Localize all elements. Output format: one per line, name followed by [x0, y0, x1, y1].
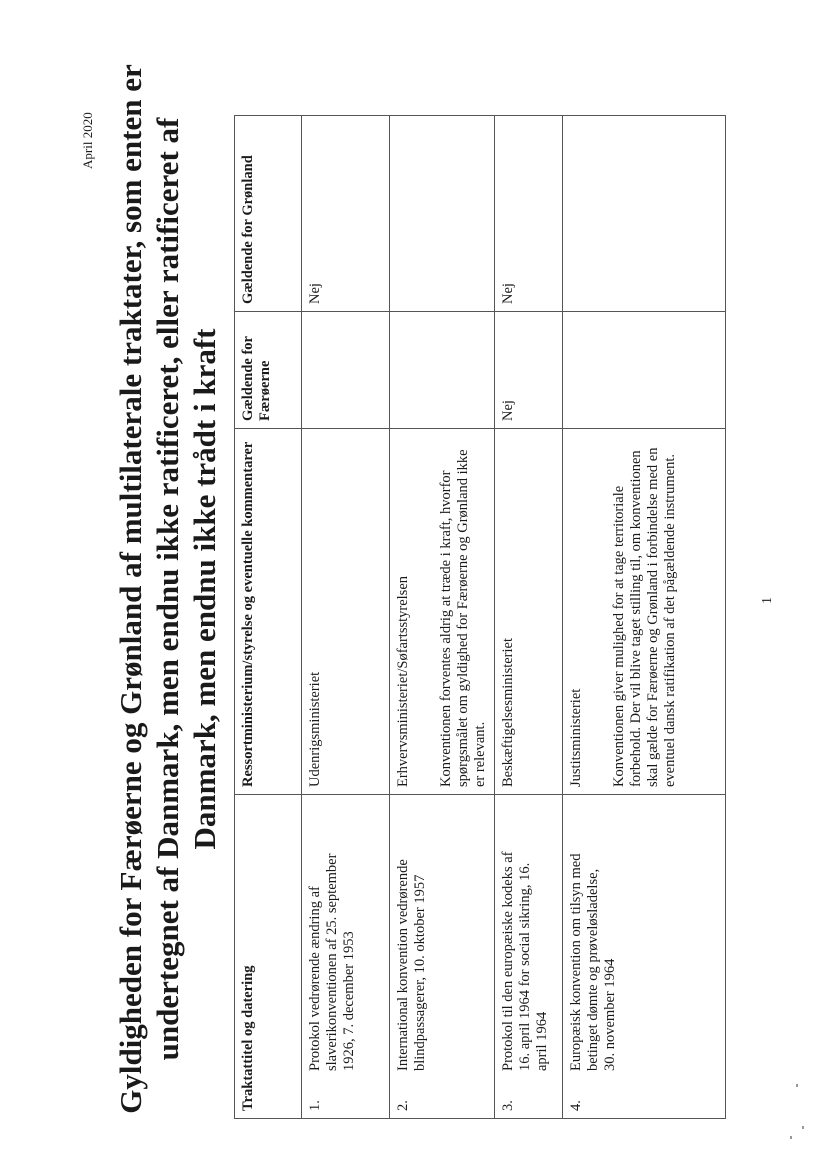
greenland-cell: Nej	[302, 116, 390, 312]
row-number: 3.	[500, 1100, 516, 1111]
ministry-name: Udenrigsministeriet	[307, 671, 323, 787]
ministry-cell	[302, 429, 390, 795]
ministry-name: Erhvervsministeriet/Søfartsstyrelsen	[395, 575, 411, 787]
treaty-title: International konvention vedrørende blindpassagerer, 10. oktober 1957	[395, 859, 428, 1071]
greenland-cell	[563, 116, 726, 312]
table-row	[495, 116, 563, 1119]
ministry-comment: Konventionen forventes aldrig at træde i kraft, hvorfor spørgsmålet om gyldighed for Færøerne og Grønland ikke er relevant.	[438, 449, 488, 787]
treaty-table	[234, 115, 726, 1119]
greenland-cell	[390, 116, 495, 312]
faroe-cell	[563, 312, 726, 429]
treaty-title: Protokol til den europæiske kodeks af 16. april 1964 for social sikring, 16. april 1964	[500, 851, 550, 1071]
header-treaty: Traktattitel og datering	[235, 795, 302, 1119]
row-number: 4.	[568, 1100, 584, 1111]
ministry-cell	[563, 429, 726, 795]
document-date: April 2020	[80, 112, 95, 169]
header-ministry: Ressortministerium/styrelse og eventuelle kommentarer	[235, 429, 302, 795]
faroe-cell: Nej	[495, 312, 563, 429]
treaty-cell	[390, 795, 495, 1119]
faroe-cell	[302, 312, 390, 429]
table-header-row	[235, 116, 302, 1119]
document-title: Gyldigheden for Færøerne og Grønland af multilaterale traktater, som enten er undertegnet af Danmark, men endnu ikke ratificeret, eller ratificeret af Danmark, men endnu ikke trådt i kraft	[113, 64, 222, 1114]
page-number: 1	[760, 597, 775, 604]
faroe-cell	[390, 312, 495, 429]
row-number: 1.	[307, 1100, 323, 1111]
header-faroe: Gældende for Færøerne	[235, 312, 302, 429]
treaty-cell	[495, 795, 563, 1119]
row-number: 2.	[395, 1100, 411, 1111]
treaty-title: Europæisk konvention om tilsyn med betinget dømte og prøveløsladelse, 30. november 1964	[568, 853, 618, 1071]
table-row	[302, 116, 390, 1119]
treaty-cell	[563, 795, 726, 1119]
ministry-cell	[495, 429, 563, 795]
ministry-comment: Konventionen giver mulighed for at tage territoriale forbehold. Der vil blive taget stilling til, om konventionen skal gælde for Færøerne og Grønland i forbindelse med en eventuel dansk ratifikation af det pågældende instrument.	[611, 447, 678, 787]
ministry-cell	[390, 429, 495, 795]
treaty-cell	[302, 795, 390, 1119]
greenland-cell: Nej	[495, 116, 563, 312]
ministry-name: Justitsministeriet	[568, 688, 584, 787]
header-greenland: Gældende for Grønland	[235, 116, 302, 312]
table-row	[390, 116, 495, 1119]
treaty-title: Protokol vedrørende ændring af slaverikonventionen af 25. september 1926, 7. december 1953	[307, 853, 357, 1071]
table-row	[563, 116, 726, 1119]
ministry-name: Beskæftigelsesministeriet	[500, 637, 516, 787]
